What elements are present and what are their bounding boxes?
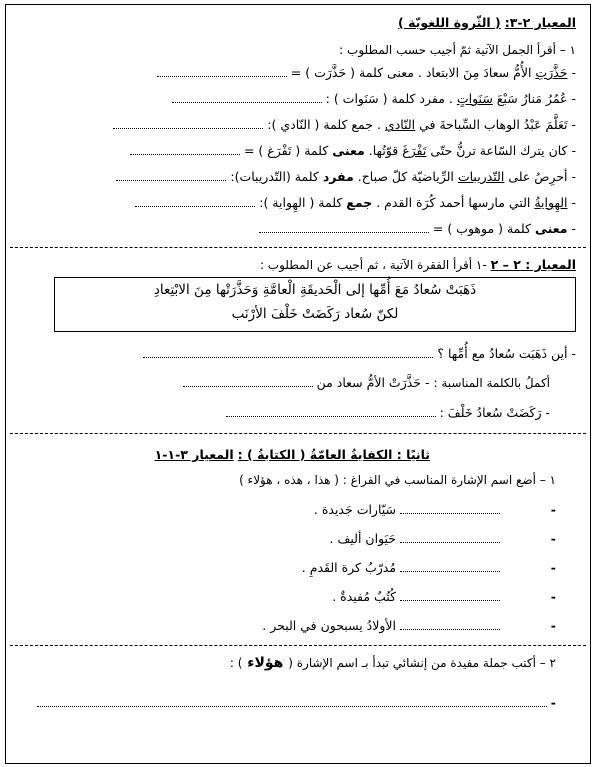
section1-question-6 — [6, 195, 590, 210]
q4-prefix: - كان يترك السّاعة ترنُّ حتّى — [426, 143, 576, 158]
section3-standard-label: المعيار ٣-١-١ — [154, 447, 234, 462]
q3-word: النّادي — [384, 117, 416, 132]
section-divider-2 — [10, 433, 586, 434]
q6-bold-word: جمع — [346, 195, 373, 210]
item-5-blank[interactable] — [400, 619, 500, 630]
s3-q2-text: ٢ – أكتب جملة مفيدة من إنشائي تبدأ بـ اسم الإشارة ( — [288, 656, 556, 670]
demonstrative-item-2 — [6, 531, 590, 546]
section3-instruction: ١ – أضع اسم الإشارة المناسب في الفراغ : ( هذا ، هذه ، هؤلاء ) — [239, 473, 556, 487]
item-2-text: حَيَوان أليف . — [329, 531, 397, 546]
item-1-blank[interactable] — [400, 503, 500, 514]
section2-heading — [6, 257, 590, 272]
complete-q1-text: - حَذَّرَتْ الأمُّ سعاد من — [316, 375, 430, 390]
section3-question-2 — [6, 655, 590, 671]
item-1-marker: - — [550, 502, 556, 517]
item-3-text: مُدرّبُ كرة القَدمِ . — [301, 560, 397, 575]
section1-standard-label: المعيار ٢-٣: — [504, 15, 576, 30]
section1-question-3 — [6, 117, 590, 132]
demonstrative-item-5 — [6, 618, 590, 633]
q5-bold-word: مفرد — [322, 169, 354, 184]
q5-word: التّدريبات — [457, 169, 505, 184]
complete-label: أكملُ بالكلمة المناسبة : — [433, 376, 550, 390]
item-3-blank[interactable] — [400, 561, 500, 572]
section3-heading — [6, 447, 590, 462]
complete-q1-blank[interactable] — [183, 376, 313, 387]
section1-question-2 — [6, 91, 590, 106]
worksheet-page — [5, 4, 591, 764]
q1-text: الأُمُّ سعادَ مِنَ الابتعاد . معنى كلمة ( حَذَّرَت ) = — [290, 65, 536, 80]
q3-answer-blank[interactable] — [113, 118, 263, 129]
q5-text: الرِّياضيّة كلّ صباح. — [353, 169, 458, 184]
item-5-marker: - — [550, 618, 556, 633]
section1-question-1 — [6, 65, 590, 80]
passage-line-1: ذَهَبَتْ سُعادُ مَعَ أُمِّها إلى الْحَديقَةِ الْعامَّةِ وَحَذَّرَتْها مِنَ الابْتِعادِ — [153, 282, 477, 298]
section1-heading — [6, 15, 590, 30]
demonstrative-item-3 — [6, 560, 590, 575]
sentence-answer-blank[interactable] — [37, 696, 547, 707]
q2-word: سَنَواتٍ — [456, 91, 493, 106]
q1-answer-blank[interactable] — [157, 66, 287, 77]
item-2-blank[interactable] — [400, 532, 500, 543]
s2-q1-answer-blank[interactable] — [143, 347, 433, 358]
item-3-marker: - — [550, 560, 556, 575]
q4-word: تَفْرَغَ — [402, 143, 427, 158]
section1-question-5 — [6, 169, 590, 184]
demonstrative-item-4 — [6, 589, 590, 604]
q1-prefix: - — [567, 65, 576, 80]
section2-complete-2 — [6, 405, 590, 420]
q7-bold-word: معنى — [534, 221, 568, 236]
item-1-text: سَيّارات جَديدة . — [313, 502, 397, 517]
q5-answer-blank[interactable] — [116, 170, 226, 181]
item-4-marker: - — [550, 589, 556, 604]
demonstrative-item-1 — [6, 502, 590, 517]
q7-answer-blank[interactable] — [259, 222, 429, 233]
q6-prefix: - — [567, 195, 576, 210]
q4-text-2: كلمة ( تَفْرَغ ) = — [243, 143, 333, 158]
q2-text: . مفرد كلمة ( سَنَوات ) : — [325, 91, 457, 106]
complete-q2-blank[interactable] — [226, 406, 436, 417]
q6-text-2: كلمة ( الهِواية ): — [259, 195, 347, 210]
section2-instruction: -١ أقرأ الفقرة الآتية ، ثم أجيب عن المطلوب : — [259, 258, 487, 272]
q2-prefix: - عُمُرُ مَنارُ سَبْعَ — [492, 91, 576, 106]
section1-question-4 — [6, 143, 590, 158]
q5-prefix: - أحرِصُ على — [504, 169, 576, 184]
q4-text: قوّتُها. — [364, 143, 403, 158]
item-5-text: الأولادُ يسبحون في البحر . — [262, 618, 397, 633]
q6-word: الهِوايةُ — [534, 195, 568, 210]
item-2-marker: - — [550, 531, 556, 546]
answer-marker: - — [550, 695, 556, 710]
q4-answer-blank[interactable] — [130, 144, 240, 155]
section1-title: ( الثّروة اللغويّة ) — [398, 15, 501, 30]
section3-answer-line — [6, 695, 590, 710]
q4-bold-word: معنى — [332, 143, 365, 158]
section-divider-3 — [10, 645, 586, 646]
section-divider-1 — [10, 247, 586, 248]
section2-complete — [6, 375, 590, 390]
section1-instruction: ١ – أقرأ الجمل الآتية ثمّ أجيب حسب المطلوب : — [339, 43, 576, 57]
q2-answer-blank[interactable] — [172, 92, 322, 103]
q3-prefix: - تَعَلَّمَ عَبْدُ الوهاب السِّباحةَ في — [415, 117, 576, 132]
item-4-blank[interactable] — [400, 590, 500, 601]
section3-title: ثانيًا : الكفايةُ العامّةُ ( الكتابةُ ) : — [237, 447, 430, 462]
section2-question-1 — [6, 346, 590, 361]
reading-passage-box — [54, 277, 576, 332]
section2-standard-label: المعيار : ٢ – ٢ — [490, 257, 576, 272]
section1-question-7 — [6, 221, 590, 236]
q5-text-2: كلمة (التّدريبات): — [230, 169, 323, 184]
item-4-text: كُتُبٌ مُفيدةٌ . — [332, 589, 397, 604]
q1-word: حَذَّرَتِ — [535, 65, 568, 80]
q3-text: . جمع كلمة ( النّادي ): — [267, 117, 385, 132]
q7-prefix: - — [567, 221, 576, 236]
q7-text: كلمة ( موهوب ) = — [432, 221, 535, 236]
complete-q2-text: - رَكَضَتْ سُعادُ خَلْفَ : — [439, 405, 550, 420]
q6-answer-blank[interactable] — [135, 196, 255, 207]
passage-line-2: لكنّ سُعاد رَكَضَتْ خَلْفَ الأرْنَب — [231, 306, 399, 322]
s3-q2-bold-word: هؤلاء — [242, 655, 289, 671]
s2-q1-text: - أين ذَهَبَت سُعادُ مع أُمِّها ؟ — [437, 346, 576, 361]
q6-text: التي مارسها أحمد كُرَة القدم . — [372, 195, 535, 210]
s3-q2-text-end: ) : — [229, 656, 243, 670]
